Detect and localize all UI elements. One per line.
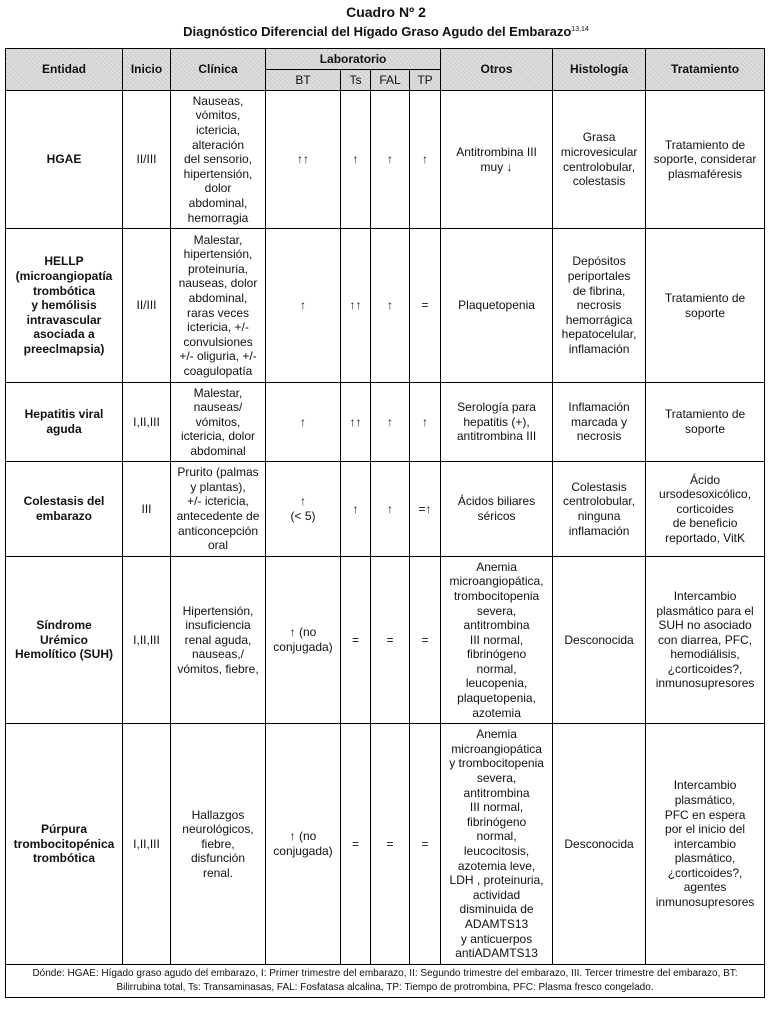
cell-bt: ↑ xyxy=(266,383,341,462)
cell-tp: ↑ xyxy=(410,91,441,229)
cell-entidad: HGAE xyxy=(6,91,123,229)
cell-clinica: Prurito (palmas y plantas), +/- ictericia, antecedente de anticoncepción oral xyxy=(171,462,266,557)
cell-otros: Plaquetopenia xyxy=(441,229,553,383)
cell-otros: Anemia microangiopática, trombocitopenia severa, antitrombina III normal, fibrinógeno normal, leucopenia, plaquetopenia, azotemia xyxy=(441,557,553,724)
cell-tratamiento: Tratamiento de soporte xyxy=(646,383,765,462)
cell-inicio: I,II,III xyxy=(123,383,171,462)
cell-entidad: HELLP (microangiopatía trombótica y hemólisis intravascular asociada a preeclmapsia) xyxy=(6,229,123,383)
header-entidad: Entidad xyxy=(6,49,123,91)
cell-inicio: II/III xyxy=(123,91,171,229)
cell-otros: Serología para hepatitis (+), antitrombina III xyxy=(441,383,553,462)
header-row xyxy=(6,49,765,70)
header-bt: BT xyxy=(266,70,341,91)
cell-histologia: Grasa microvesicular centrolobular, colestasis xyxy=(553,91,646,229)
cell-clinica: Nauseas, vómitos, ictericia, alteración del sensorio, hipertensión, dolor abdominal, hemorragia xyxy=(171,91,266,229)
table-caption-title xyxy=(0,24,772,39)
cell-tp: = xyxy=(410,557,441,724)
table-row-hepatitis xyxy=(6,383,765,462)
cell-tp: ↑ xyxy=(410,383,441,462)
header-histologia: Histología xyxy=(553,49,646,91)
cell-otros: Ácidos biliares séricos xyxy=(441,462,553,557)
cell-fal: ↑ xyxy=(371,383,410,462)
cell-bt: ↑ xyxy=(266,229,341,383)
cell-ts: = xyxy=(341,724,371,965)
cell-fal: = xyxy=(371,724,410,965)
table-row-suh xyxy=(6,557,765,724)
cell-inicio: III xyxy=(123,462,171,557)
cell-ts: ↑ xyxy=(341,462,371,557)
table-row-hellp xyxy=(6,229,765,383)
cell-tratamiento: Ácido ursodesoxicólico, corticoides de beneficio reportado, VitK xyxy=(646,462,765,557)
cell-ts: ↑↑ xyxy=(341,229,371,383)
cell-tp: = xyxy=(410,724,441,965)
cell-ts: = xyxy=(341,557,371,724)
cell-tratamiento: Intercambio plasmático, PFC en espera por el inicio del intercambio plasmático, ¿corticoides?, agentes inmunosupresores xyxy=(646,724,765,965)
header-inicio: Inicio xyxy=(123,49,171,91)
header-tp: TP xyxy=(410,70,441,91)
cell-tratamiento: Tratamiento de soporte xyxy=(646,229,765,383)
cell-histologia: Depósitos periportales de fibrina, necrosis hemorrágica hepatocelular, inflamación xyxy=(553,229,646,383)
cell-histologia: Desconocida xyxy=(553,557,646,724)
table-caption-number: Cuadro Nº 2 xyxy=(346,4,426,20)
table-footnote: Dónde: HGAE: Hígado graso agudo del embarazo, I: Primer trimestre del embarazo, II: Segundo trimestre del embarazo, III. Tercer trimestre del embarazo, BT: Bilirrubina total, Ts: Transaminasas, FAL: Fosfatasa alcalina, TP: Tiempo de protrombina, PFC: Plasma fresco congelado. xyxy=(6,965,765,998)
header-clinica: Clínica xyxy=(171,49,266,91)
cell-entidad: Síndrome Urémico Hemolítico (SUH) xyxy=(6,557,123,724)
cell-bt: ↑↑ xyxy=(266,91,341,229)
header-ts: Ts xyxy=(341,70,371,91)
cell-entidad: Hepatitis viral aguda xyxy=(6,383,123,462)
table-row-hgae xyxy=(6,91,765,229)
cell-tratamiento: Tratamiento de soporte, considerar plasmaféresis xyxy=(646,91,765,229)
cell-ts: ↑ xyxy=(341,91,371,229)
table-row-colestasis xyxy=(6,462,765,557)
cell-bt: ↑ (no conjugada) xyxy=(266,724,341,965)
table-row-ptt xyxy=(6,724,765,965)
cell-tp: =↑ xyxy=(410,462,441,557)
cell-inicio: I,II,III xyxy=(123,557,171,724)
cell-fal: ↑ xyxy=(371,462,410,557)
cell-clinica: Malestar, nauseas/ vómitos, ictericia, dolor abdominal xyxy=(171,383,266,462)
cell-entidad: Púrpura trombocitopénica trombótica xyxy=(6,724,123,965)
cell-histologia: Inflamación marcada y necrosis xyxy=(553,383,646,462)
cell-otros: Anemia microangiopática y trombocitopenia severa, antitrombina III normal, fibrinógeno normal, leucocitosis, azotemia leve, LDH , proteinuria, actividad disminuida de ADAMTS13 y anticuerpos antiADAMTS13 xyxy=(441,724,553,965)
differential-diagnosis-table xyxy=(5,48,765,998)
cell-bt: ↑ (< 5) xyxy=(266,462,341,557)
cell-clinica: Malestar, hipertensión, proteinuria, nauseas, dolor abdominal, raras veces ictericia, +/- convulsiones +/- oliguria, +/- coagulopatía xyxy=(171,229,266,383)
cell-histologia: Desconocida xyxy=(553,724,646,965)
header-tratamiento: Tratamiento xyxy=(646,49,765,91)
header-fal: FAL xyxy=(371,70,410,91)
cell-bt: ↑ (no conjugada) xyxy=(266,557,341,724)
cell-fal: = xyxy=(371,557,410,724)
header-laboratorio: Laboratorio xyxy=(266,49,441,70)
cell-tp: = xyxy=(410,229,441,383)
cell-clinica: Hallazgos neurológicos, fiebre, disfunción renal. xyxy=(171,724,266,965)
cell-otros: Antitrombina III muy ↓ xyxy=(441,91,553,229)
header-otros: Otros xyxy=(441,49,553,91)
cell-entidad: Colestasis del embarazo xyxy=(6,462,123,557)
cell-inicio: II/III xyxy=(123,229,171,383)
cell-clinica: Hipertensión, insuficiencia renal aguda, nauseas,/ vómitos, fiebre, xyxy=(171,557,266,724)
reference-superscript: 13,14 xyxy=(571,26,589,33)
cell-fal: ↑ xyxy=(371,229,410,383)
footnote-row xyxy=(6,965,765,998)
cell-ts: ↑↑ xyxy=(341,383,371,462)
cell-inicio: I,II,III xyxy=(123,724,171,965)
cell-histologia: Colestasis centrolobular, ninguna inflamación xyxy=(553,462,646,557)
cell-tratamiento: Intercambio plasmático para el SUH no asociado con diarrea, PFC, hemodiálisis, ¿corticoides?, inmunosupresores xyxy=(646,557,765,724)
cell-fal: ↑ xyxy=(371,91,410,229)
table-caption-text: Diagnóstico Diferencial del Hígado Graso Agudo del Embarazo xyxy=(183,24,572,39)
